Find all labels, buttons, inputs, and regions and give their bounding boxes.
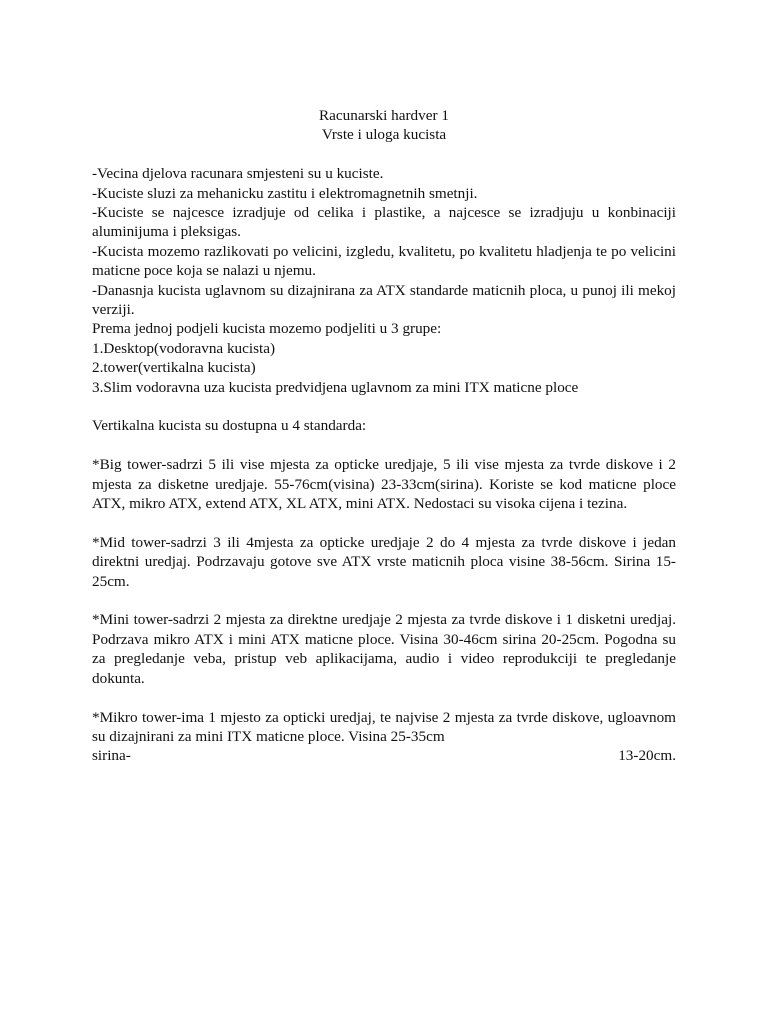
spacer <box>92 397 676 416</box>
mikro-tower-end-left: sirina- <box>92 747 131 765</box>
mid-tower-paragraph: *Mid tower-sadrzi 3 ili 4mjesta za opticke uredjaje 2 do 4 mjesta za tvrde diskove i jedan direktni uredjaj. Podrzavaju gotove sve ATX vrste maticnih ploca visine 38-56cm. Sirina 15-25cm. <box>92 533 676 590</box>
big-tower-paragraph: *Big tower-sadrzi 5 ili vise mjesta za opticke uredjaje, 5 ili vise mjesta za tvrde diskove i 2 mjesta za disketne uredjaje. 55-76cm(visina) 23-33cm(sirina). Koriste se kod maticne ploce ATX, mikro ATX, extend ATX, XL ATX, mini ATX. Nedostaci su visoka cijena i tezina. <box>92 456 676 513</box>
bullet-paragraph: -Kuciste se najcesce izradjuje od celika i plastike, a najcesce se izradjuju u konbinaciji aluminijuma i pleksigas. <box>92 204 676 241</box>
mikro-tower-last-line <box>92 746 676 765</box>
group-item: 3.Slim vodoravna uza kucista predvidjena uglavnom za mini ITX maticne ploce <box>92 378 579 396</box>
spacer <box>92 513 676 532</box>
document-subtitle: Vrste i uloga kucista <box>321 126 447 144</box>
document-title: Racunarski hardver 1 <box>319 107 449 124</box>
bullet-paragraph: -Kuciste sluzi za mehanicku zastitu i elektromagnetnih smetnji. <box>92 184 478 202</box>
bullet-paragraph: -Vecina djelova racunara smjesteni su u kuciste. <box>92 165 384 183</box>
bullet-paragraph: -Danasnja kucista uglavnom su dizajnirana za ATX standarde maticnih ploca, u punoj ili mekoj verziji. <box>92 281 676 319</box>
bullet-paragraph: -Kucista mozemo razlikovati po velicini, izgledu, kvalitetu, po kvalitetu hladjenja te po velicini maticne poce koja se nalazi u njemu. <box>92 242 676 280</box>
mikro-tower-end-right: 13-20cm. <box>618 747 676 765</box>
group-item: 2.tower(vertikalna kucista) <box>92 359 256 377</box>
spacer <box>92 436 676 455</box>
mini-tower-paragraph: *Mini tower-sadrzi 2 mjesta za direktne uredjaje 2 mjesta za tvrde diskove i 1 disketni uredjaj. Podrzava mikro ATX i mini ATX maticne ploce. Visina 30-46cm sirina 20-25cm. Pogodna su za pregledanje veba, pristup veb aplikacijama, audio i video reprodukciji te pregledanje dokunta. <box>92 611 676 687</box>
mikro-tower-paragraph: *Mikro tower-ima 1 mjesto za opticki uredjaj, te najvise 2 mjesta za tvrde diskove, ugloavnom su dizajnirani za mini ITX maticne ploce. Visina 25-35cm <box>92 708 676 745</box>
document-page <box>92 106 676 766</box>
group-item: 1.Desktop(vodoravna kucista) <box>92 339 276 357</box>
vertical-intro: Vertikalna kucista su dostupna u 4 standarda: <box>92 417 367 435</box>
title-block <box>92 106 676 145</box>
spacer <box>92 591 676 610</box>
groups-intro: Prema jednoj podjeli kucista mozemo podjeliti u 3 grupe: <box>92 320 442 338</box>
spacer <box>92 688 676 707</box>
